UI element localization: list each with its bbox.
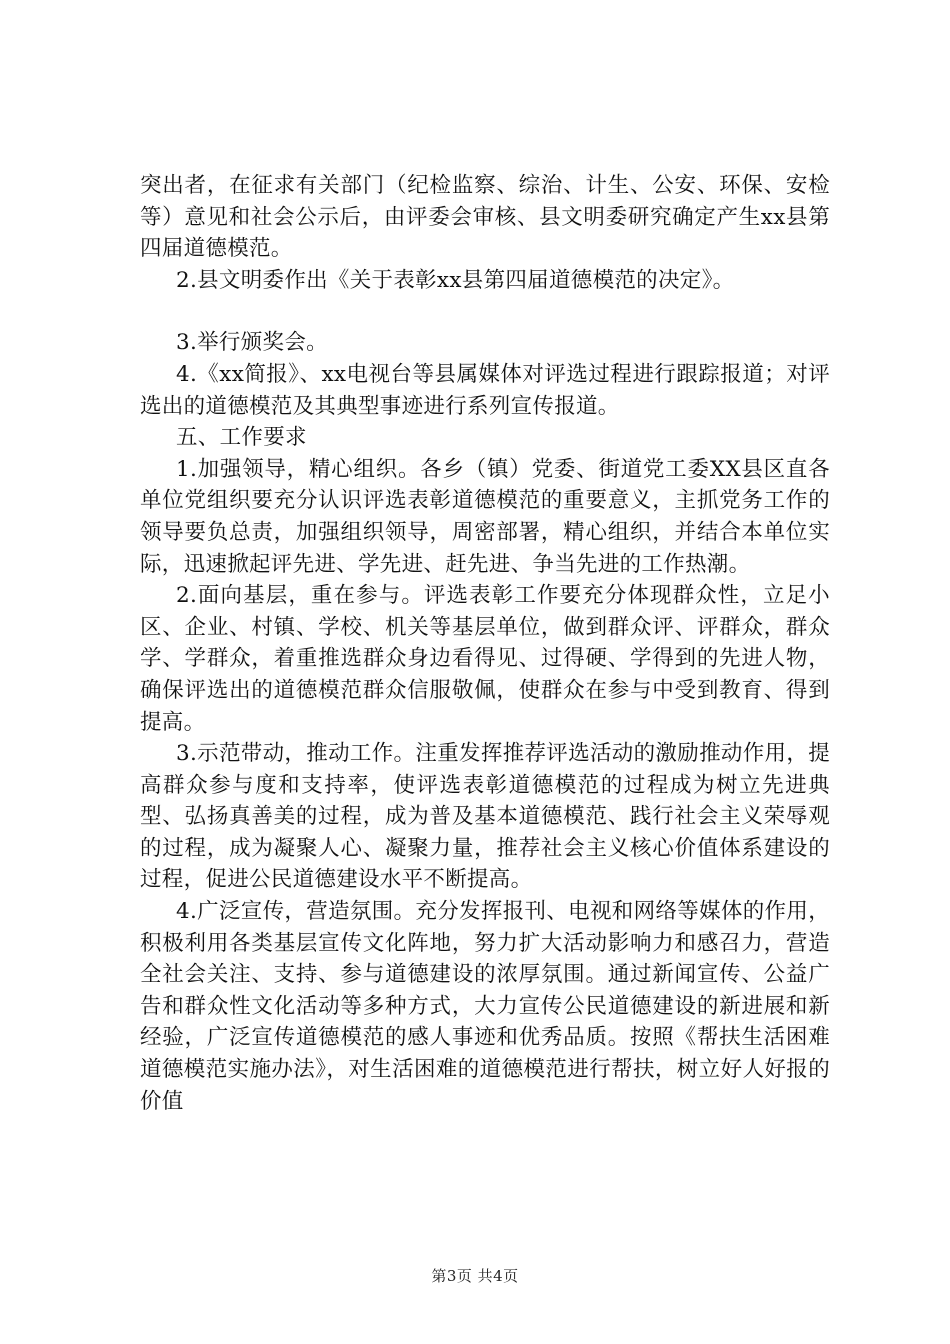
document-body bbox=[140, 170, 830, 1117]
paragraph-item-3: 3.举行颁奖会。 bbox=[176, 330, 328, 356]
paragraph-item-4: 4.《xx简报》、xx电视台等县属媒体对评选过程进行跟踪报道；对评选出的道德模范及其典型事迹进行系列宣传报道。 bbox=[140, 361, 830, 419]
paragraph-item-2: 2.县文明委作出《关于表彰xx县第四届道德模范的决定》。 bbox=[176, 267, 735, 293]
paragraph-continuation: 突出者，在征求有关部门（纪检监察、综治、计生、公安、环保、安检等）意见和社会公示后，由评委会审核、县文明委研究确定产生xx县第四届道德模范。 bbox=[140, 173, 830, 262]
paragraph-requirement-1: 1.加强领导，精心组织。各乡（镇）党委、街道党工委XX县区直各单位党组织要充分认识评选表彰道德模范的重要意义，主抓党务工作的领导要负总责，加强组织领导，周密部署，精心组织，并结合本单位实际，迅速掀起评先进、学先进、赶先进、争当先进的工作热潮。 bbox=[140, 456, 830, 577]
page-footer: 第3页 共4页 bbox=[431, 1267, 519, 1285]
section-heading-work-requirements: 五、工作要求 bbox=[176, 425, 307, 451]
paragraph-requirement-2: 2.面向基层，重在参与。评选表彰工作要充分体现群众性，立足小区、企业、村镇、学校、机关等基层单位，做到群众评、评群众，群众学、学群众，着重推选群众身边看得见、过得硬、学得到的先进人物，确保评选出的道德模范群众信服敬佩，使群众在参与中受到教育、得到提高。 bbox=[140, 583, 830, 735]
paragraph-requirement-3: 3.示范带动，推动工作。注重发挥推荐评选活动的激励推动作用，提高群众参与度和支持率，使评选表彰道德模范的过程成为树立先进典型、弘扬真善美的过程，成为普及基本道德模范、践行社会主义荣辱观的过程，成为凝聚人心、凝聚力量，推荐社会主义核心价值体系建设的过程，促进公民道德建设水平不断提高。 bbox=[140, 741, 830, 893]
paragraph-requirement-4: 4.广泛宣传，营造氛围。充分发挥报刊、电视和网络等媒体的作用，积极利用各类基层宣传文化阵地，努力扩大活动影响力和感召力，营造全社会关注、支持、参与道德建设的浓厚氛围。通过新闻宣传、公益广告和群众性文化活动等多种方式，大力宣传公民道德建设的新进展和新经验，广泛宣传道德模范的感人事迹和优秀品质。按照《帮扶生活困难道德模范实施办法》，对生活困难的道德模范进行帮扶，树立好人好报的价值 bbox=[140, 899, 830, 1114]
